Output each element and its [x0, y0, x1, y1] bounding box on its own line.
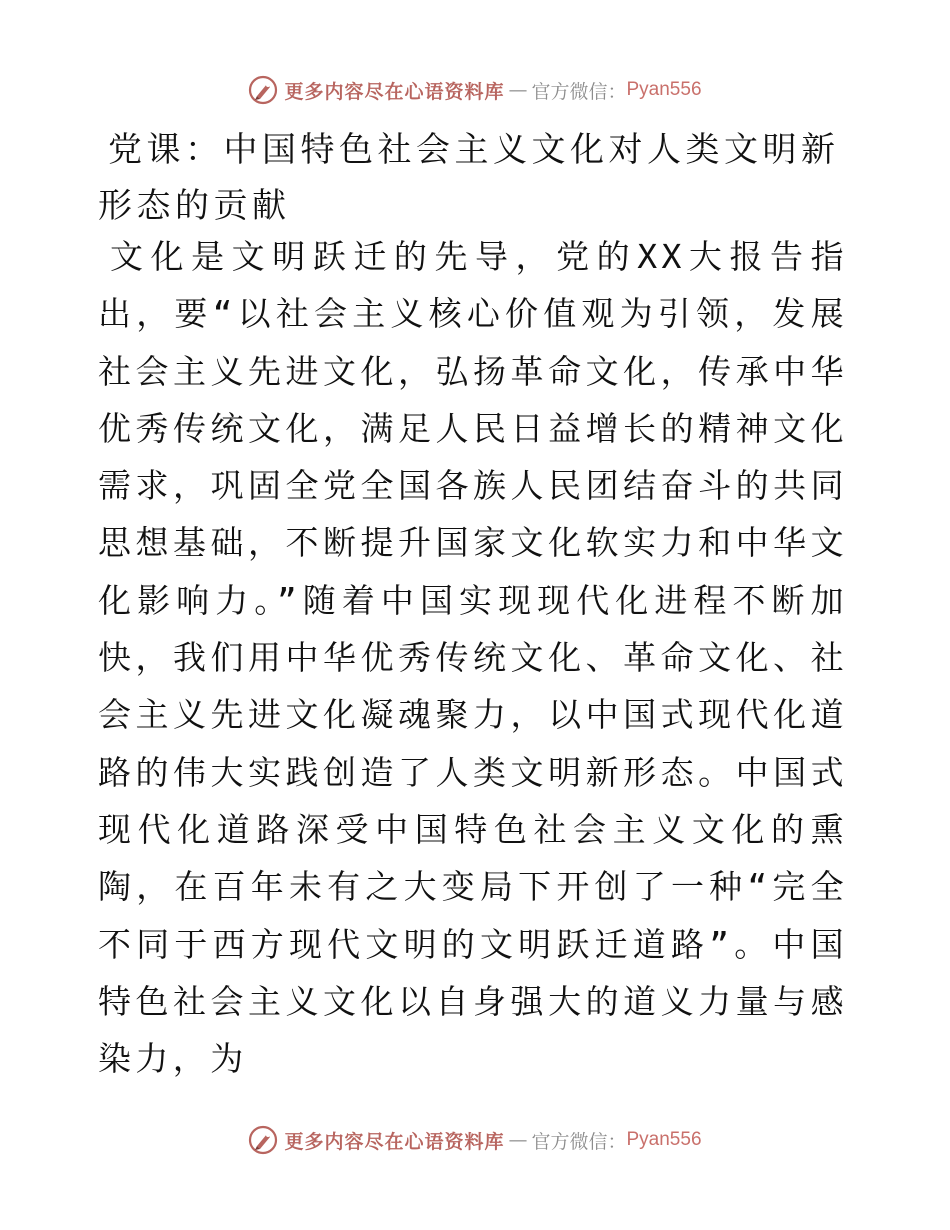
banner-separator: — — [508, 79, 528, 101]
header-banner — [0, 70, 950, 110]
banner-contact-label: 官方微信： — [531, 1130, 627, 1153]
pen-logo-icon — [248, 75, 278, 105]
banner-site-text: 更多内容尽在心语资料库 — [284, 1130, 505, 1153]
footer-banner — [0, 1120, 950, 1160]
banner-contact-id: Pyan556 — [626, 79, 702, 100]
banner-separator: — — [508, 1129, 528, 1151]
banner-contact-label: 官方微信： — [531, 80, 627, 103]
document-title: 党课：中国特色社会主义文化对人类文明新形态的贡献 — [98, 130, 840, 226]
document-body: 文化是文明跃迁的先导，党的XX大报告指出，要“以社会主义核心价值观为引领，发展社会主义先进文化，弘扬革命文化，传承中华优秀传统文化，满足人民日益增长的精神文化需求，巩固全党全国各族人民团结奋斗的共同思想基础，不断提升国家文化软实力和中华文化影响力。”随着中国实现现代化进程不断加快，我们用中华优秀传统文化、革命文化、社会主义先进文化凝魂聚力，以中国式现代化道路的伟大实践创造了人类文明新形态。中国式现代化道路深受中国特色社会主义文化的熏陶，在百年未有之大变局下开创了一种“完全不同于西方现代文明的文明跃迁道路”。中国特色社会主义文化以自身强大的道义力量与感染力，为 — [98, 237, 848, 1079]
banner-contact-id: Pyan556 — [626, 1129, 702, 1150]
banner-site-text: 更多内容尽在心语资料库 — [284, 80, 505, 103]
pen-logo-icon — [248, 1125, 278, 1155]
